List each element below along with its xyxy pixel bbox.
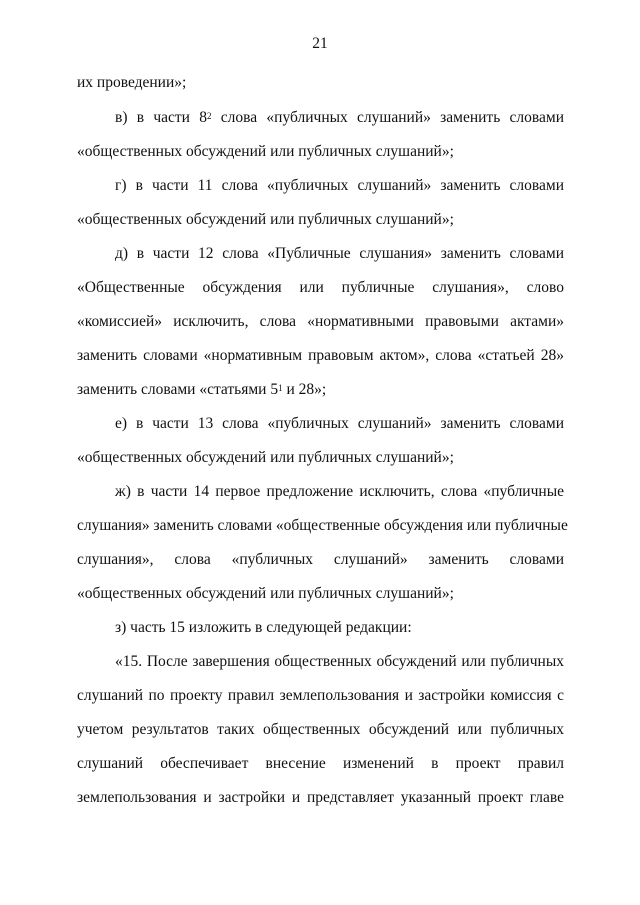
text-line: заменить словами «нормативным правовым актом», слова «статьей 28» [77,347,564,364]
text-line: «общественных обсуждений или публичных слушаний»; [77,585,454,602]
text-fragment: заменить словами «статьями 5 [77,381,279,398]
text-fragment: в) в части 8 [115,109,207,126]
text-line-item-v [115,108,564,128]
text-line: «общественных обсуждений или публичных слушаний»; [77,211,454,228]
text-line-quote-start: «15. После завершения общественных обсуждений или публичных [115,653,564,670]
text-fragment: и 28»; [282,381,327,398]
text-line [77,380,564,400]
text-line: учетом результатов таких общественных обсуждений или публичных [77,721,564,738]
text-line: их проведении»; [77,74,187,91]
superscript: 1 [278,383,283,393]
text-line-item-e: е) в части 13 слова «публичных слушаний» заменить словами [115,415,564,432]
text-line: «общественных обсуждений или публичных слушаний»; [77,143,454,160]
text-line-item-d: д) в части 12 слова «Публичные слушания» заменить словами [115,245,564,262]
text-line: землепользования и застройки и представляет указанный проект главе [77,789,564,806]
text-line: «общественных обсуждений или публичных слушаний»; [77,449,454,466]
text-line-item-g: г) в части 11 слова «публичных слушаний» заменить словами [115,177,564,194]
text-line: «Общественные обсуждения или публичные слушания», слово [77,279,564,296]
text-line: слушаний по проекту правил землепользования и застройки комиссия с [77,687,564,704]
text-line: слушания», слова «публичных слушаний» заменить словами [77,551,564,568]
text-line-item-z: з) часть 15 изложить в следующей редакции: [115,619,412,636]
text-fragment: слова «публичных слушаний» заменить словами [211,109,564,126]
superscript: 2 [207,111,212,121]
text-line-item-zh: ж) в части 14 первое предложение исключить, слова «публичные [115,483,564,500]
page-number: 21 [312,35,328,52]
text-line: слушания» заменить словами «общественные обсуждения или публичные [77,517,568,534]
text-line: слушаний обеспечивает внесение изменений в проект правил [77,755,564,772]
text-line: «комиссией» исключить, слова «нормативными правовыми актами» [77,313,564,330]
